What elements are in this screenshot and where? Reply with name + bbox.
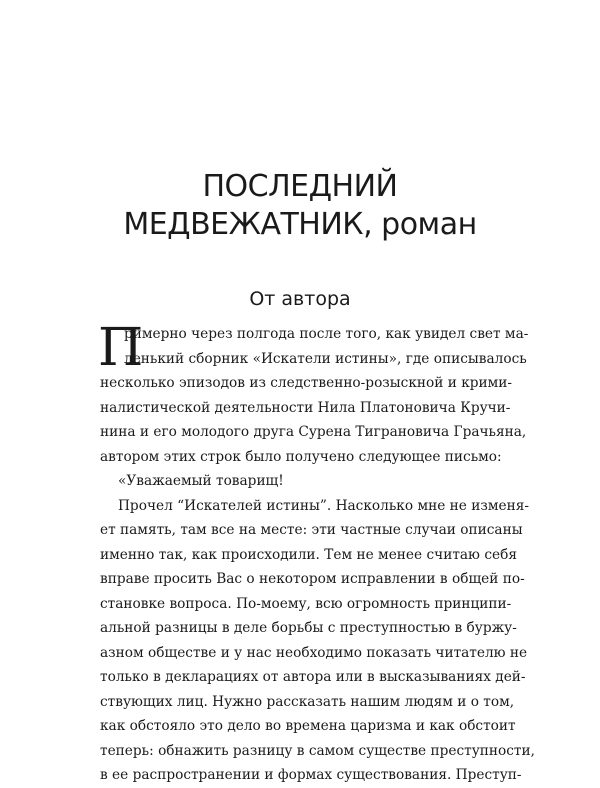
body-text (98, 318, 535, 788)
chapter-title-line-1: ПОСЛЕДНИЙ (202, 169, 398, 204)
text-line: как обстояло это дело во времена царизма и как обстоит (100, 718, 516, 734)
text-line: только в декларациях от автора или в высказываниях дей- (100, 669, 526, 685)
text-line: Прочел “Искателей истины”. Насколько мне не изменя- (118, 497, 529, 514)
text-line: азном обществе и у нас необходимо показать читателю не (100, 644, 528, 661)
text-line: становке вопроса. По-моему, всю огромность принципи- (100, 595, 512, 612)
text-line: в ее распространении и формах существования. Преступ- (100, 767, 522, 783)
section-heading: От автора (249, 288, 351, 310)
text-line: альной разницы в деле борьбы с преступностью в буржу- (100, 620, 517, 636)
text-line: «Уважаемый товарищ! (118, 473, 284, 489)
text-line: ленький сборник «Искатели истины», где описывалось (124, 350, 527, 367)
text-line: именно так, как происходили. Тем не менее считаю себя (100, 546, 517, 563)
text-line: ствующих лиц. Нужно рассказать нашим людям и о том, (100, 693, 515, 710)
text-line: налистической деятельности Нила Платоновича Кручи- (100, 399, 511, 416)
text-line: вправе просить Вас о некотором исправлении в общей по- (100, 571, 525, 587)
drop-cap: П (98, 318, 144, 378)
text-line: нина и его молодого друга Сурена Тиграновича Грачьяна, (100, 424, 527, 440)
text-line: несколько эпизодов из следственно-розыскной и крими- (100, 375, 513, 391)
text-line: теперь: обнажить разницу в самом существе преступности, (100, 742, 535, 759)
chapter-title (0, 168, 600, 244)
text-line: автором этих строк было получено следующее письмо: (100, 448, 502, 465)
text-line: римерно через полгода после того, как увидел свет ма- (124, 326, 529, 342)
chapter-title-line-2: МЕДВЕЖАТНИК, роман (123, 207, 477, 242)
text-line: ет память, там все на месте: эти частные случаи описаны (100, 522, 523, 538)
